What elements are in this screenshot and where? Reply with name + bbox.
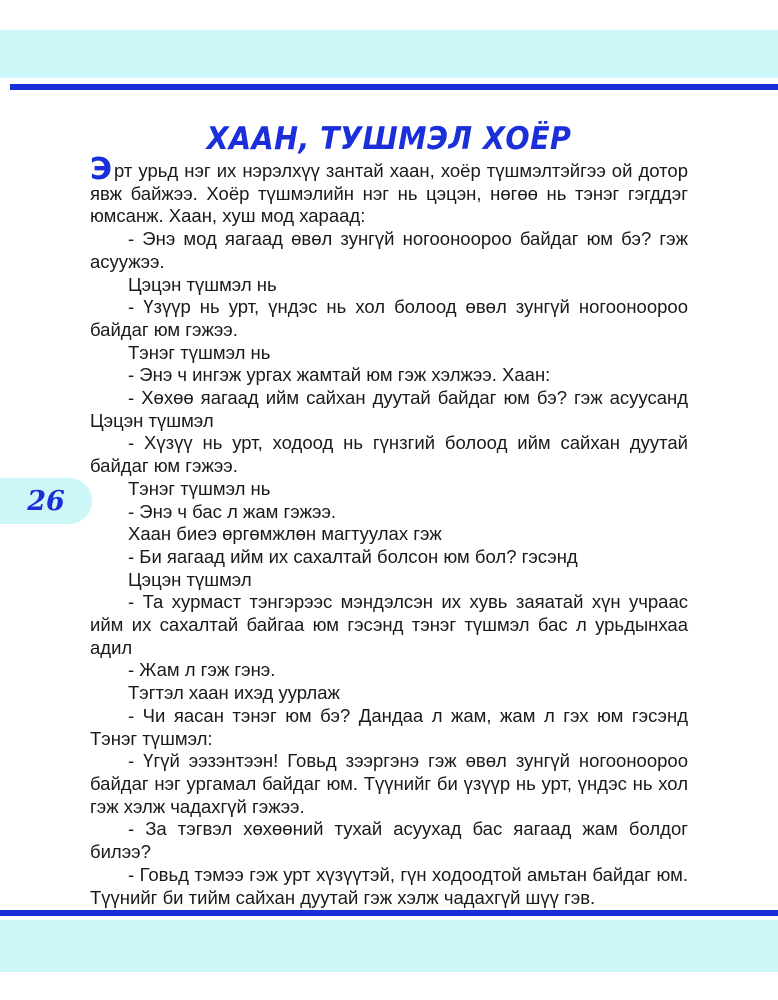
- drop-cap: Э: [90, 152, 113, 187]
- paragraph-1: [90, 152, 688, 228]
- paragraph-4: - Үзүүр нь урт, үндэс нь хол болоод өвөл зунгүй ногооноороо байдаг юм гэжээ.: [90, 296, 688, 340]
- paragraph-16: Тэгтэл хаан ихэд уурлаж: [128, 682, 340, 704]
- bottom-color-band: [0, 920, 778, 972]
- paragraph-15: - Жам л гэж гэнэ.: [128, 659, 276, 681]
- paragraph-8: - Хүзүү нь урт, ходоод нь гүнзгий болоод ийм сайхан дуутай байдаг юм гэжээ.: [90, 432, 688, 477]
- bottom-divider-rule: [0, 910, 778, 916]
- paragraph-2: - Энэ мод яагаад өвөл зунгүй ногооноороо байдаг юм бэ? гэж асуужээ.: [90, 228, 688, 272]
- story-text: [90, 152, 688, 909]
- paragraph-1-text: рт урьд нэг их нэрэлхүү зантай хаан, хоёр түшмэлтэйгээ ой дотор явж байжээ. Хоёр түшмэлийн нэг нь цэцэн, нөгөө нь тэнэг гэгддэг юмсанж. Хаан, хуш мод хараад:: [90, 160, 688, 227]
- top-color-band: [0, 30, 778, 78]
- paragraph-20: - Говьд тэмээ гэж урт хүзүүтэй, гүн ходоодтой амьтан байдаг юм. Түүнийг би тийм сайхан дуутай гэж хэлж чадахгүй шүү гэв.: [90, 863, 688, 908]
- paragraph-12: - Би яагаад ийм их сахалтай болсон юм бол? гэсэнд: [128, 545, 578, 567]
- paragraph-9: Тэнэг түшмэл нь: [128, 477, 271, 499]
- paragraph-6: - Энэ ч ингэж ургах жамтай юм гэж хэлжээ. Хаан:: [128, 364, 551, 386]
- paragraph-14: - Та хурмаст тэнгэрээс мэндэлсэн их хувь заяатай хүн учраас ийм их сахалтай байгаа юм гэсэнд тэнэг түшмэл бас л урьдынхаа адил: [90, 591, 688, 658]
- story-title: ХААН, ТУШМЭЛ ХОЁР: [206, 120, 572, 157]
- paragraph-11: Хаан биеэ өргөмжлөн магтуулах гэж: [128, 523, 442, 545]
- paragraph-3: Цэцэн түшмэл нь: [128, 273, 277, 295]
- paragraph-17: - Чи яасан тэнэг юм бэ? Дандаа л жам, жам л гэх юм гэсэнд Тэнэг түшмэл:: [90, 704, 688, 749]
- page-number: 26: [27, 485, 65, 517]
- paragraph-19: - За тэгвэл хөхөөний тухай асуухад бас яагаад жам болдог билээ?: [90, 818, 688, 863]
- paragraph-13: Цэцэн түшмэл: [128, 568, 252, 590]
- top-divider-rule: [10, 84, 778, 90]
- paragraph-7: - Хөхөө яагаад ийм сайхан дуутай байдаг юм бэ? гэж асуусанд Цэцэн түшмэл: [90, 387, 688, 431]
- paragraph-10: - Энэ ч бас л жам гэжээ.: [128, 500, 337, 522]
- paragraph-5: Тэнэг түшмэл нь: [128, 341, 271, 363]
- paragraph-18: - Үгүй ээзэнтээн! Говьд зээргэнэ гэж өвөл зунгүй ногооноороо байдаг нэг ургамал байдаг юм. Түүнийг би үзүүр нь урт, үндэс нь хол гэж хэлж чадахгүй гэжээ.: [90, 750, 688, 817]
- page-number-tab: [0, 478, 92, 524]
